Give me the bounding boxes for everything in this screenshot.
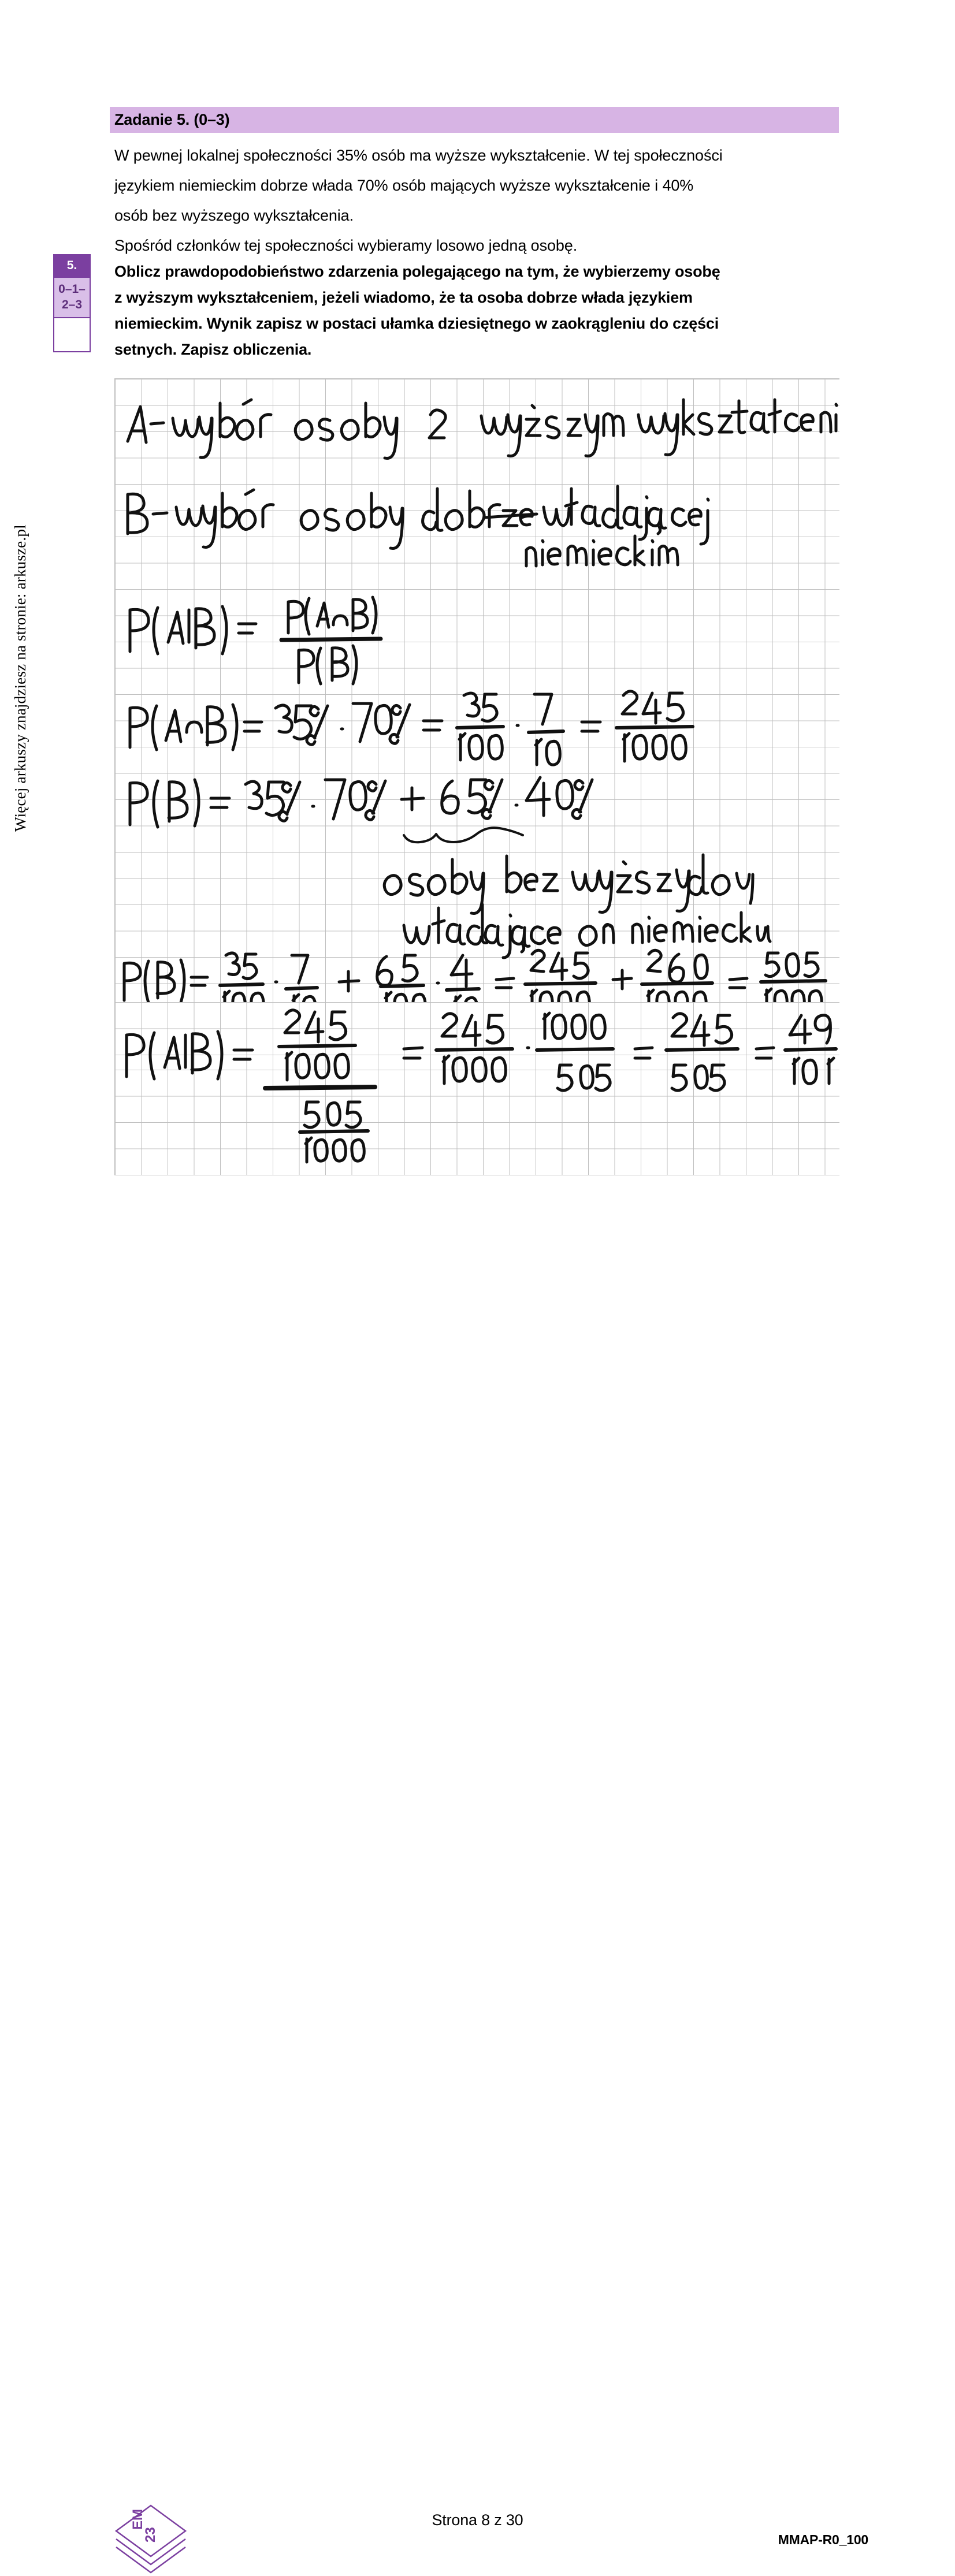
side-watermark-text: Więcej arkuszy znajdziesz na stronie: arkusze.pl	[12, 524, 29, 832]
task-prompt-text	[114, 259, 841, 363]
score-box	[53, 254, 91, 352]
handwritten-solution-final-line	[115, 1003, 840, 1176]
sheet-code-label: MMAP-R0_100	[778, 2532, 868, 2547]
logo-text-23: 23	[143, 2527, 158, 2543]
prompt-line: z wyższym wykształceniem, jeżeli wiadomo, że ta osoba dobrze włada językiem	[114, 289, 693, 306]
score-box-task-number: 5.	[54, 255, 90, 277]
answer-grid-area[interactable]	[114, 378, 839, 1002]
handwritten-solution	[115, 379, 840, 1003]
task-header-label: Zadanie 5. (0–3)	[114, 111, 230, 128]
task-header-band	[110, 107, 839, 133]
page-footer	[0, 1248, 955, 2547]
prompt-line: setnych. Zapisz obliczenia.	[114, 341, 312, 358]
intro-line: W pewnej lokalnej społeczności 35% osób ma wyższe wykształcenie. W tej społeczności	[114, 147, 723, 164]
logo-text-em: EM	[130, 2509, 146, 2530]
score-points-line-1: 0–1–	[58, 282, 86, 296]
task-intro-text	[114, 140, 839, 260]
prompt-line: Oblicz prawdopodobieństwo zdarzenia polegającego na tym, że wybierzemy osobę	[114, 263, 720, 280]
score-box-blank-cell[interactable]	[54, 318, 90, 351]
intro-line: językiem niemieckim dobrze włada 70% osób mających wyższe wykształcenie i 40%	[114, 177, 694, 194]
page-number-label: Strona 8 z 30	[432, 2511, 523, 2529]
score-points-line-2: 2–3	[61, 298, 83, 311]
score-box-points	[54, 277, 90, 318]
answer-grid-area-lower[interactable]	[114, 1002, 839, 1175]
intro-line: Spośród członków tej społeczności wybieramy losowo jedną osobę.	[114, 237, 578, 254]
prompt-line: niemieckim. Wynik zapisz w postaci ułamka dziesiętnego w zaokrągleniu do części	[114, 315, 719, 332]
intro-line: osób bez wyższego wykształcenia.	[114, 207, 354, 224]
